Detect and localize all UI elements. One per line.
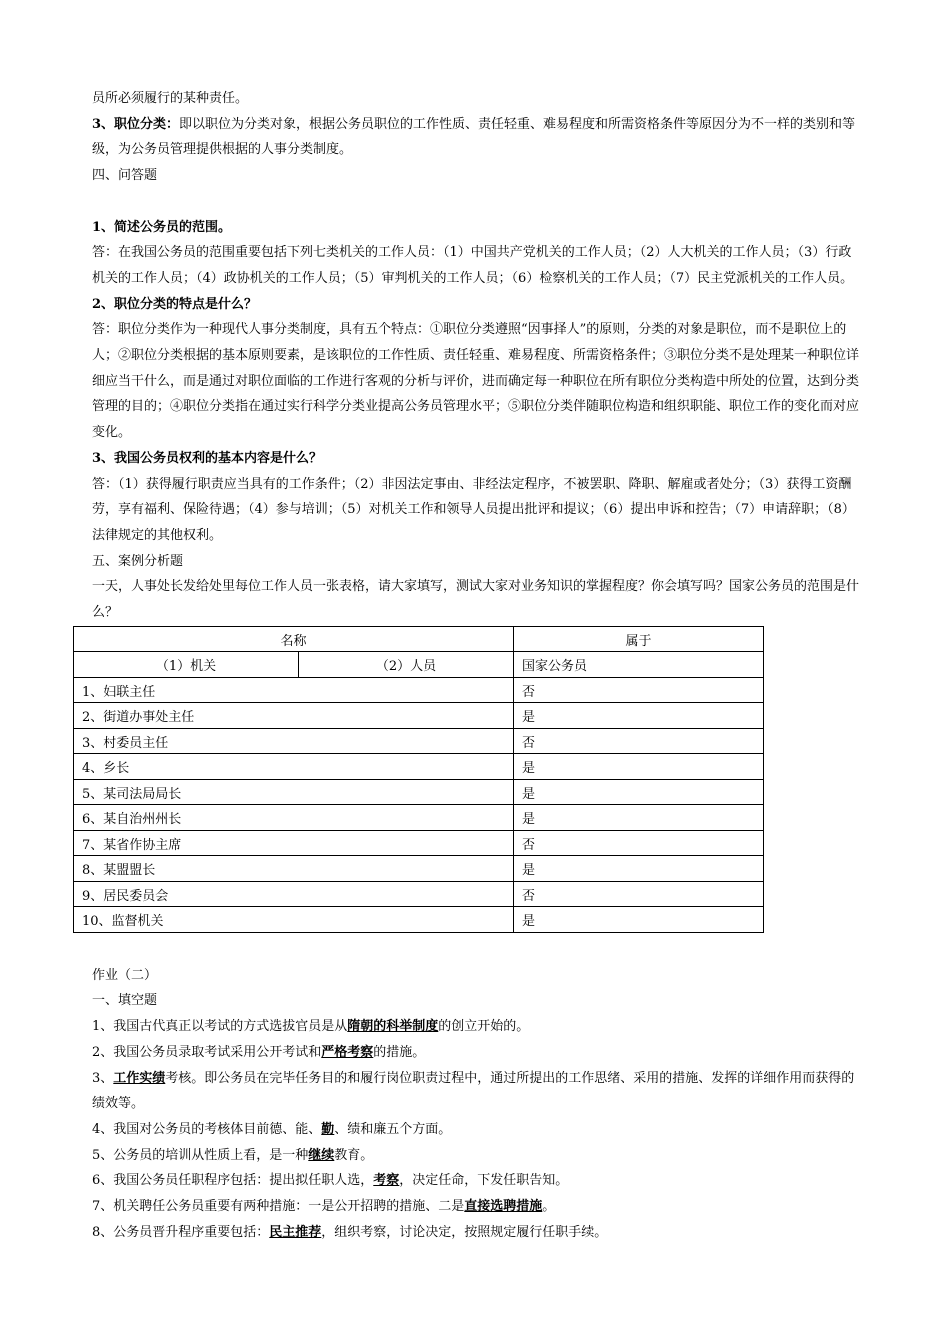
- table-row: [74, 677, 764, 703]
- row-answer: 否: [514, 677, 764, 703]
- table-row: [74, 779, 764, 805]
- item-text: 8、公务员晋升程序重要包括：: [92, 1224, 270, 1240]
- header-org: （1）机关: [74, 652, 299, 678]
- item-text: 5、公务员的培训从性质上看，是一种: [92, 1147, 309, 1163]
- fill-blank-item: [92, 1220, 862, 1246]
- row-answer: 是: [514, 754, 764, 780]
- row-name: 5、某司法局局长: [74, 779, 514, 805]
- header-belongs: 属于: [514, 626, 764, 652]
- row-answer: 是: [514, 779, 764, 805]
- table-subheader-row: [74, 652, 764, 678]
- blank-answer: 继续: [308, 1147, 335, 1163]
- table-row: [74, 856, 764, 882]
- item-text: 6、我国公务员任职程序包括：提出拟任职人选，: [92, 1173, 374, 1189]
- row-answer: 否: [514, 728, 764, 754]
- homework-title: 作业（二）: [92, 967, 158, 983]
- row-name: 6、某自治州州长: [74, 805, 514, 831]
- term-text: 即以职位为分类对象，根据公务员职位的工作性质、责任轻重、难易程度和所需资格条件等原因分为不一样的类别和等级，为公务员管理提供根据的人事分类制度。: [92, 116, 856, 158]
- item-text: 、绩和廉五个方面。: [334, 1121, 452, 1137]
- table-row: [74, 907, 764, 933]
- term-label: 3、职位分类：: [92, 116, 180, 132]
- table-row: [74, 805, 764, 831]
- answer: 答：职位分类作为一种现代人事分类制度，具有五个特点：①职位分类遵照“因事择人”的原则，分类的对象是职位，而不是职位上的人；②职位分类根据的基本原则要素，是该职位的工作性质、责任轻重、难易程度、所需资格条件；③职位分类不是处理某一种职位详细应当干什么，而是通过对职位面临的工作进行客观的分析与评价，进而确定每一种职位在所有职位分类构造中所处的位置，达到分类管理的目的；④职位分类指在通过实行科学分类业提高公务员管理水平；⑤职位分类伴随职位构造和组织职能、职位工作的变化而对应变化。: [92, 322, 860, 441]
- blank-answer: 民主推荐: [269, 1224, 322, 1240]
- item-text: 1、我国古代真正以考试的方式选拔官员是从: [92, 1019, 348, 1035]
- intro-line: 员所必须履行的某种责任。: [92, 91, 249, 106]
- fill-blank-item: [92, 1194, 862, 1220]
- header-person: （2）人员: [299, 652, 514, 678]
- item-text: 2、我国公务员录取考试采用公开考试和: [92, 1044, 322, 1060]
- item-text: 3、: [92, 1070, 114, 1086]
- item-text: 7、机关聘任公务员重要有两种措施：一是公开招聘的措施、二是: [92, 1199, 465, 1215]
- row-answer: 否: [514, 830, 764, 856]
- row-answer: 是: [514, 907, 764, 933]
- fill-blank-item: [92, 1168, 862, 1194]
- fill-blank-item: [92, 1117, 862, 1143]
- section-heading: 一、填空题: [92, 993, 158, 1009]
- fill-blank-item: [92, 1014, 862, 1040]
- row-name: 8、某盟盟长: [74, 856, 514, 882]
- question: 3、我国公务员权利的基本内容是什么？: [92, 450, 323, 466]
- case-prompt: 一天，人事处长发给处里每位工作人员一张表格，请大家填写，测试大家对业务知识的掌握程度？你会填写吗？国家公务员的范围是什么？: [92, 579, 860, 621]
- row-name: 7、某省作协主席: [74, 830, 514, 856]
- item-text: 4、我国对公务员的考核体目前德、能、: [92, 1121, 322, 1137]
- term-definition: [92, 112, 862, 163]
- section-heading: 五、案例分析题: [92, 553, 184, 569]
- item-text: 的创立开始的。: [438, 1019, 530, 1035]
- answer: 答：在我国公务员的范围重要包括下列七类机关的工作人员：（1）中国共产党机关的工作人员；（2）人大机关的工作人员；（3）行政机关的工作人员；（4）政协机关的工作人员；（5）审判机关的工作人员；（6）检察机关的工作人员；（7）民主党派机关的工作人员。: [92, 245, 854, 286]
- row-answer: 否: [514, 881, 764, 907]
- table-row: [74, 754, 764, 780]
- blank-answer: 隋朝的科举制度: [347, 1019, 439, 1035]
- blank-answer: 直接选聘措施: [464, 1199, 543, 1215]
- answer: 答：（1）获得履行职责应当具有的工作条件；（2）非因法定事由、非经法定程序，不被罢职、降职、解雇或者处分；（3）获得工资酬劳，享有福利、保险待遇；（4）参与培训；（5）对机关工作和领导人员提出批评和提议；（6）提出申诉和控告；（7）申请辞职；（8）法律规定的其他权利。: [92, 476, 855, 543]
- table-row: [74, 881, 764, 907]
- header-civil: 国家公务员: [514, 652, 764, 678]
- row-name: 9、居民委员会: [74, 881, 514, 907]
- fill-blank-item: [92, 1143, 862, 1169]
- question: 1、简述公务员的范围。: [92, 219, 232, 235]
- row-answer: 是: [514, 805, 764, 831]
- fill-blank-item: [92, 1040, 862, 1066]
- row-name: 1、妇联主任: [74, 677, 514, 703]
- table-row: [74, 830, 764, 856]
- row-name: 10、监督机关: [74, 907, 514, 933]
- fill-blank-item: [92, 1066, 862, 1117]
- section-heading: 四、问答题: [92, 168, 158, 184]
- item-text: 。: [542, 1199, 556, 1215]
- header-name: 名称: [74, 626, 514, 652]
- blank-answer: 勤: [321, 1121, 335, 1137]
- document-page: [82, 86, 862, 1245]
- item-text: 考核。即公务员在完毕任务目的和履行岗位职责过程中，通过所提出的工作思绪、采用的措施、发挥的详细作用而获得的绩效等。: [92, 1070, 855, 1112]
- table-header-row: [74, 626, 764, 652]
- row-answer: 是: [514, 856, 764, 882]
- item-text: ，决定任命，下发任职告知。: [399, 1173, 569, 1189]
- row-name: 4、乡长: [74, 754, 514, 780]
- blank-answer: 考察: [373, 1173, 400, 1189]
- question: 2、职位分类的特点是什么？: [92, 296, 258, 312]
- row-name: 3、村委员主任: [74, 728, 514, 754]
- item-text: 教育。: [334, 1147, 374, 1163]
- blank-answer: 工作实绩: [113, 1070, 166, 1086]
- table-row: [74, 728, 764, 754]
- case-table: [73, 626, 764, 933]
- item-text: 的措施。: [373, 1044, 426, 1060]
- table-row: [74, 703, 764, 729]
- item-text: ，组织考察，讨论决定，按照规定履行任职手续。: [321, 1224, 608, 1240]
- row-name: 2、街道办事处主任: [74, 703, 514, 729]
- blank-answer: 严格考察: [321, 1044, 374, 1060]
- row-answer: 是: [514, 703, 764, 729]
